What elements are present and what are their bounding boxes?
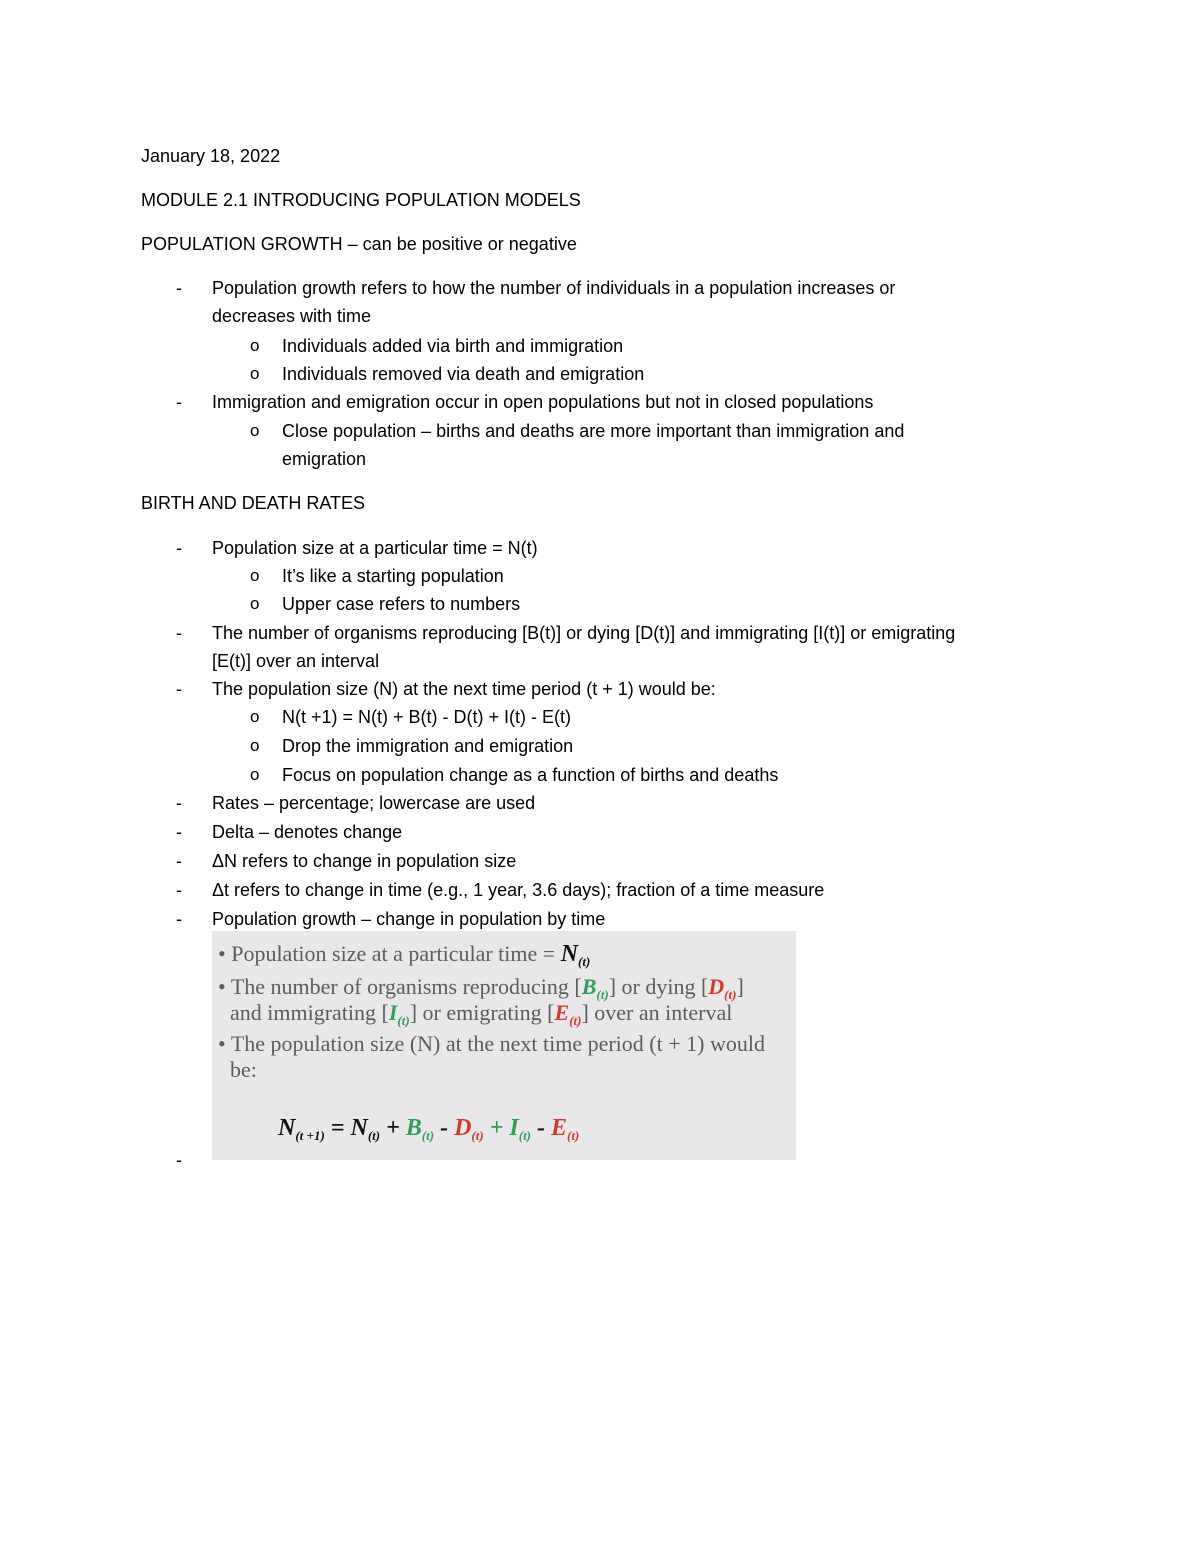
symbol-D: D	[708, 974, 725, 999]
figure-text: ] or dying [	[608, 974, 709, 999]
figure-text: and immigrating [	[230, 1000, 389, 1025]
bullet-icon: •	[218, 974, 226, 999]
dash-marker: -	[176, 392, 182, 412]
subscript-t: (t)	[578, 954, 591, 969]
dash-marker: -	[176, 538, 182, 558]
bullet-icon: •	[218, 941, 226, 966]
date: January 18, 2022	[141, 146, 281, 166]
subscript-t: (t)	[518, 1128, 532, 1143]
subscript-t: (t)	[596, 987, 609, 1002]
list-item: Close population – births and deaths are more important than immigration and	[282, 421, 905, 441]
operator: -	[531, 1115, 552, 1141]
figure-text: The number of organisms reproducing [	[230, 974, 582, 999]
dash-marker: -	[176, 278, 182, 298]
circle-marker: o	[250, 364, 260, 383]
list-item: It’s like a starting population	[282, 566, 504, 586]
module-title: MODULE 2.1 INTRODUCING POPULATION MODELS	[141, 190, 581, 210]
dash-marker: -	[176, 909, 182, 929]
figure-line-1	[218, 941, 590, 975]
circle-marker: o	[250, 566, 260, 585]
figure-text: The population size (N) at the next time period (t + 1) would	[230, 1031, 765, 1056]
operator: =	[324, 1115, 351, 1141]
symbol-N: N	[350, 1115, 368, 1141]
figure-text: Population size at a particular time =	[231, 941, 561, 966]
symbol-D: D	[454, 1115, 472, 1141]
list-item: decreases with time	[212, 306, 372, 326]
symbol-B: B	[405, 1115, 422, 1141]
list-item: Upper case refers to numbers	[282, 594, 521, 614]
embedded-figure	[212, 931, 796, 1160]
circle-marker: o	[250, 736, 260, 755]
figure-equation	[278, 1115, 579, 1144]
symbol-N: N	[278, 1115, 296, 1141]
list-item: ΔN refers to change in population size	[212, 851, 517, 871]
symbol-E: E	[551, 1115, 568, 1141]
list-item: Population growth refers to how the number of individuals in a population increases or	[212, 278, 896, 298]
figure-line-5: be:	[230, 1057, 257, 1082]
figure-line-3	[230, 1000, 732, 1034]
list-item: Rates – percentage; lowercase are used	[212, 793, 536, 813]
symbol-E: E	[554, 1000, 570, 1025]
dash-marker: -	[176, 679, 182, 699]
list-item: Drop the immigration and emigration	[282, 736, 574, 756]
subscript-t: (t)	[397, 1013, 410, 1028]
list-item: Delta – denotes change	[212, 822, 403, 842]
operator: +	[380, 1115, 406, 1141]
operator: +	[483, 1115, 510, 1141]
figure-text: ] over an interval	[581, 1000, 733, 1025]
list-item: Immigration and emigration occur in open populations but not in closed populations	[212, 392, 874, 412]
list-item: [E(t)] over an interval	[212, 651, 380, 671]
list-item: Δt refers to change in time (e.g., 1 year, 3.6 days); fraction of a time measure	[212, 880, 825, 900]
list-item: Focus on population change as a function of births and deaths	[282, 765, 779, 785]
list-item: Individuals added via birth and immigration	[282, 336, 624, 356]
section-heading-birth-death-rates: BIRTH AND DEATH RATES	[141, 493, 366, 513]
bullet-icon: •	[218, 1031, 226, 1056]
dash-marker: -	[176, 793, 182, 813]
dash-marker: -	[176, 822, 182, 842]
section-heading-population-growth: POPULATION GROWTH – can be positive or negative	[141, 234, 577, 254]
operator: -	[434, 1115, 455, 1141]
list-item: N(t +1) = N(t) + B(t) - D(t) + I(t) - E(t)	[282, 707, 572, 727]
circle-marker: o	[250, 765, 260, 784]
list-item: The population size (N) at the next time period (t + 1) would be:	[212, 679, 716, 699]
subscript-t: (t)	[367, 1128, 381, 1143]
list-item: Population growth – change in population by time	[212, 909, 606, 929]
circle-marker: o	[250, 336, 260, 355]
dash-marker: -	[176, 851, 182, 871]
circle-marker: o	[250, 594, 260, 613]
list-item: Population size at a particular time = N(t)	[212, 538, 538, 558]
symbol-B: B	[581, 974, 597, 999]
dash-marker: -	[176, 1150, 182, 1170]
subscript-t: (t)	[421, 1128, 435, 1143]
symbol-I: I	[388, 1000, 398, 1025]
dash-marker: -	[176, 880, 182, 900]
list-item: emigration	[282, 449, 367, 469]
figure-line-4	[218, 1031, 765, 1057]
figure-text: ]	[736, 974, 744, 999]
symbol-I: I	[509, 1115, 519, 1141]
subscript-t-plus-1: (t +1)	[295, 1128, 325, 1143]
subscript-t: (t)	[569, 1013, 582, 1028]
subscript-t: (t)	[567, 1128, 580, 1143]
circle-marker: o	[250, 707, 260, 726]
figure-text: ] or emigrating [	[409, 1000, 555, 1025]
symbol-N: N	[560, 941, 579, 967]
dash-marker: -	[176, 623, 182, 643]
subscript-t: (t)	[724, 987, 737, 1002]
subscript-t: (t)	[471, 1128, 484, 1143]
list-item: Individuals removed via death and emigration	[282, 364, 645, 384]
list-item: The number of organisms reproducing [B(t)] or dying [D(t)] and immigrating [I(t)] or emigrating	[212, 623, 956, 643]
circle-marker: o	[250, 421, 260, 440]
